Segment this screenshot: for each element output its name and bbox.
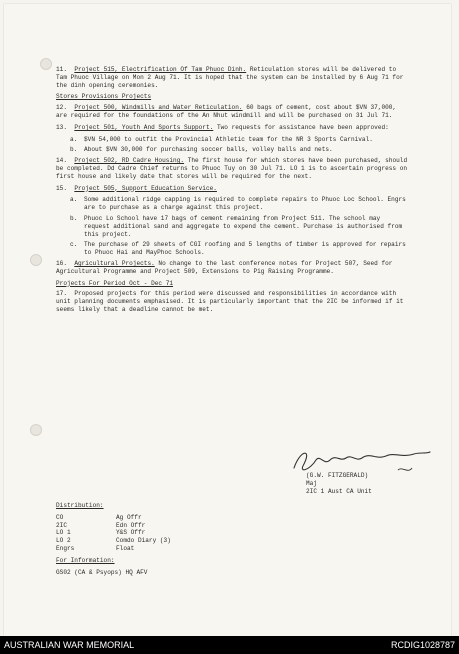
list-item: a. $VN 54,000 to outfit the Provincial Athletic team for the NR 3 Sports Carnival. bbox=[70, 135, 373, 143]
distribution-block bbox=[56, 502, 296, 576]
project-title: Project 502, RD Cadre Housing. bbox=[74, 157, 185, 165]
archive-footer bbox=[0, 636, 459, 654]
footer-source: AUSTRALIAN WAR MEMORIAL bbox=[4, 640, 135, 650]
list-item: LO 2 bbox=[56, 537, 71, 545]
paragraph-12: 12. Project 500, Windmills and Water Reticulation. 60 bags of cement, cost about $VN 37,000, are required for the foundations of the An Nhut windmill and will be purchased on 31 Jul 71. bbox=[56, 104, 397, 119]
list-item: c. The purchase of 29 sheets of CGI roofing and 5 lengths of timber is approved for repairs to Phuoc Hai and MayPhoc Schools. bbox=[70, 241, 406, 257]
information-heading: For Information: bbox=[56, 556, 115, 564]
list-item: Engrs bbox=[56, 544, 75, 552]
distribution-heading: Distribution: bbox=[56, 502, 104, 509]
punch-hole bbox=[30, 254, 42, 266]
list-item: CO bbox=[56, 513, 64, 521]
information-line: GS02 (CA & Psyops) HQ AFV bbox=[56, 568, 148, 576]
signatory-rank: Maj bbox=[306, 479, 317, 487]
section-heading: Projects For Period Oct - Dec 71 bbox=[56, 279, 174, 287]
signatory-unit: 2IC 1 Aust CA Unit bbox=[306, 487, 372, 495]
list-item: b. Phuoc Lo School have 17 bags of cement remaining from Project 511. The school may request additional sand and aggregate to expend the cement. Purchase is authorised from this project. bbox=[70, 214, 403, 238]
punch-hole bbox=[30, 424, 42, 436]
section-heading: Stores Provisions Projects bbox=[56, 93, 152, 101]
paragraph-16: 16. Agricultural Projects. No change to the last conference notes for Project 507, Seed for Agricultural Programme and Project 509, Extensions to Pig Raising Programme. bbox=[56, 259, 393, 275]
list-item: a. Some additional ridge capping is required to complete repairs to Phuoc Loc School. Engrs are to purchase as a charge against this project. bbox=[70, 196, 406, 212]
list-item: Comdo Diary (3) bbox=[116, 537, 171, 545]
footer-record-id: RCDIG1028787 bbox=[390, 640, 455, 650]
project-title: Project 515, Electrification Of Tam Phuoc Dinh. bbox=[74, 66, 247, 73]
project-title: Agricultural Projects. bbox=[74, 259, 155, 267]
punch-hole bbox=[40, 58, 52, 70]
list-item: b. About $VN 30,000 for purchasing soccer balls, volley balls and nets. bbox=[70, 146, 333, 154]
project-title: Project 505, Support Education Service. bbox=[74, 184, 217, 192]
paragraph-14: 14. Project 502, RD Cadre Housing. The first house for which stores have been purchased, should be completed. Dd Cadre Chief returns to Phuoc Tuy on 30 Jul 71. LO 1 is to ascertain progress on first house and likely date that stores will be required for the next. bbox=[56, 157, 408, 180]
project-title: Project 501, Youth And Sports Support. bbox=[74, 123, 214, 131]
list-item: Ag Offr bbox=[116, 513, 142, 521]
list-item: Y&S Offr bbox=[116, 529, 146, 537]
signature-block bbox=[306, 472, 436, 495]
list-item: LO 1 bbox=[56, 529, 71, 537]
project-title: Project 500, Windmills and Water Reticulation. bbox=[74, 104, 243, 112]
document-body bbox=[56, 66, 408, 318]
list-item: 2IC bbox=[56, 521, 67, 529]
information-block bbox=[56, 557, 296, 577]
paragraph-15: 15. Project 505, Support Education Service. bbox=[56, 184, 217, 192]
list-item: Float bbox=[116, 544, 135, 552]
paragraph-17: 17. Proposed projects for this period were discussed and responsibilities in accordance with unit planning documents emphasised. It is particularly important that the 2IC be informed if it seems likely that a deadline cannot be met. bbox=[56, 290, 404, 313]
distribution-list bbox=[56, 514, 296, 553]
paragraph-13: 13. Project 501, Youth And Sports Support. Two requests for assistance have been approved: bbox=[56, 123, 389, 131]
paragraph-11: 11. Project 515, Electrification Of Tam Phuoc Dinh. Reticulation stores will be delivered to Tam Phuoc Village on Mon 2 Aug 71. It is hoped that the system can be installed by 6 Aug 71 for the dinh opening ceremonies. bbox=[56, 66, 404, 89]
signatory-name: (G.W. FITZGERALD) bbox=[306, 472, 369, 479]
list-item: Edn Offr bbox=[116, 521, 146, 529]
